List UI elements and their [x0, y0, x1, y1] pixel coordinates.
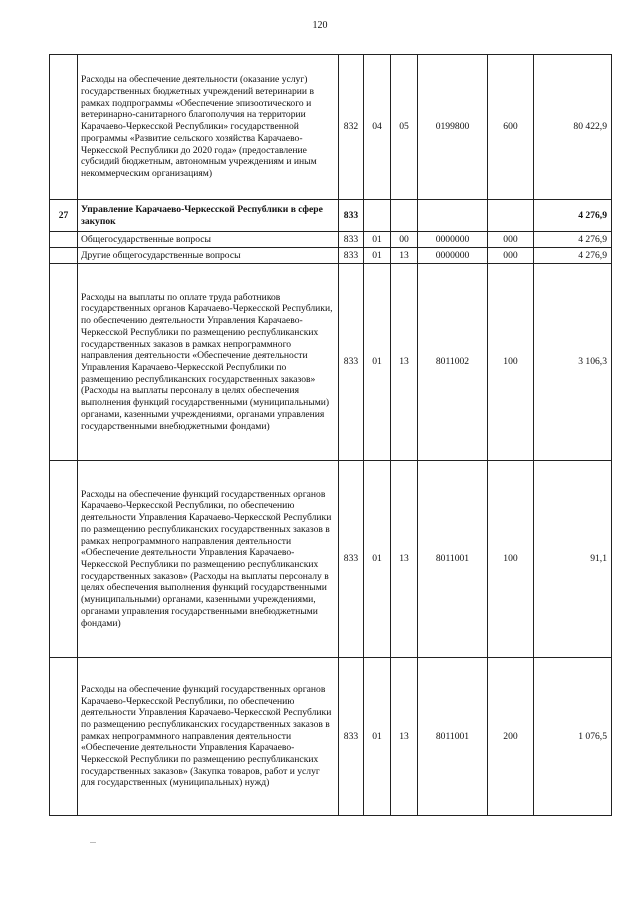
expense-type-cell: 600	[488, 55, 534, 200]
expense-type-cell: 000	[488, 232, 534, 248]
department-code-cell: 833	[339, 248, 364, 264]
expense-type-cell: 100	[488, 461, 534, 658]
row-number-cell	[50, 248, 78, 264]
target-article-cell: 0199800	[418, 55, 488, 200]
row-number-cell	[50, 658, 78, 816]
expense-name-cell: Расходы на обеспечение функций государственных органов Карачаево-Черкесской Республики, по обеспечению деятельности Управления Карачаево-Черкесской Республики по размещению республиканских государственных заказов в рамках непрограммного направления деятельности «Обеспечение деятельности Управления Карачаево-Черкесской Республики по размещению республиканских государственных заказов» (Расходы на выплаты персоналу в целях обеспечения выполнения функций государственными (муниципальными) органами, казенными учреждениями, органами управления государственными внебюджетными фондами)	[78, 461, 339, 658]
amount-cell: 91,1	[534, 461, 612, 658]
department-code-cell: 833	[339, 264, 364, 461]
table-row	[50, 55, 612, 200]
target-article-cell: 0000000	[418, 232, 488, 248]
section-code-cell	[364, 200, 391, 232]
expense-name-cell: Другие общегосударственные вопросы	[78, 248, 339, 264]
expense-type-cell: 100	[488, 264, 534, 461]
amount-cell: 4 276,9	[534, 200, 612, 232]
expense-name-cell: Общегосударственные вопросы	[78, 232, 339, 248]
amount-cell: 80 422,9	[534, 55, 612, 200]
target-article-cell: 8011001	[418, 461, 488, 658]
expense-type-cell: 200	[488, 658, 534, 816]
department-code-cell: 833	[339, 232, 364, 248]
row-number-cell	[50, 232, 78, 248]
budget-table	[49, 54, 612, 816]
amount-cell: 1 076,5	[534, 658, 612, 816]
expense-name-cell: Расходы на обеспечение деятельности (оказание услуг) государственных бюджетных учреждений ветеринарии в рамках подпрограммы «Обеспечение эпизоотического и ветеринарно-санитарного благополучия на территории Карачаево-Черкесской Республики» государственной программы «Развитие сельского хозяйства Карачаево-Черкесской Республики до 2020 года» (предоставление субсидий бюджетным, автономным учреждениям и иным некоммерческим организациям)	[78, 55, 339, 200]
subsection-code-cell: 00	[391, 232, 418, 248]
section-code-cell: 01	[364, 248, 391, 264]
table-row	[50, 461, 612, 658]
department-code-cell: 832	[339, 55, 364, 200]
table-row	[50, 248, 612, 264]
subsection-code-cell: 13	[391, 264, 418, 461]
subsection-code-cell: 13	[391, 658, 418, 816]
expense-name-cell: Управление Карачаево-Черкесской Республики в сфере закупок	[78, 200, 339, 232]
table-row	[50, 232, 612, 248]
department-code-cell: 833	[339, 658, 364, 816]
department-code-cell: 833	[339, 461, 364, 658]
target-article-cell: 8011002	[418, 264, 488, 461]
amount-cell: 4 276,9	[534, 232, 612, 248]
section-code-cell: 01	[364, 461, 391, 658]
page-number: 120	[312, 20, 328, 31]
department-code-cell: 833	[339, 200, 364, 232]
subsection-code-cell	[391, 200, 418, 232]
row-number-cell	[50, 461, 78, 658]
amount-cell: 3 106,3	[534, 264, 612, 461]
expense-name-cell: Расходы на выплаты по оплате труда работников государственных органов Карачаево-Черкесской Республики, по обеспечению деятельности Управления Карачаево-Черкесской Республики по размещению республиканских государственных заказов в рамках непрограммного направления деятельности «Обеспечение деятельности Управления Карачаево-Черкесской Республики по размещению республиканских государственных заказов» (Расходы на выплаты персоналу в целях обеспечения выполнения функций государственными (муниципальными) органами, казенными учреждениями, органами управления государственными внебюджетными фондами)	[78, 264, 339, 461]
section-code-cell: 01	[364, 658, 391, 816]
table-row	[50, 658, 612, 816]
target-article-cell: 0000000	[418, 248, 488, 264]
row-number-cell	[50, 55, 78, 200]
amount-cell: 4 276,9	[534, 248, 612, 264]
target-article-cell	[418, 200, 488, 232]
expense-type-cell: 000	[488, 248, 534, 264]
subsection-code-cell: 13	[391, 248, 418, 264]
subsection-code-cell: 05	[391, 55, 418, 200]
table-row	[50, 264, 612, 461]
expense-name-cell: Расходы на обеспечение функций государственных органов Карачаево-Черкесской Республики, по обеспечению деятельности Управления Карачаево-Черкесской Республики по размещению республиканских государственных заказов в рамках непрограммного направления деятельности «Обеспечение деятельности Управления Карачаево-Черкесской Республики по размещению республиканских государственных заказов» (Закупка товаров, работ и услуг для государственных (муниципальных) нужд)	[78, 658, 339, 816]
table-row	[50, 200, 612, 232]
section-code-cell: 01	[364, 232, 391, 248]
row-number-cell: 27	[50, 200, 78, 232]
section-code-cell: 01	[364, 264, 391, 461]
subsection-code-cell: 13	[391, 461, 418, 658]
scan-mark	[90, 842, 96, 843]
row-number-cell	[50, 264, 78, 461]
expense-type-cell	[488, 200, 534, 232]
target-article-cell: 8011001	[418, 658, 488, 816]
section-code-cell: 04	[364, 55, 391, 200]
